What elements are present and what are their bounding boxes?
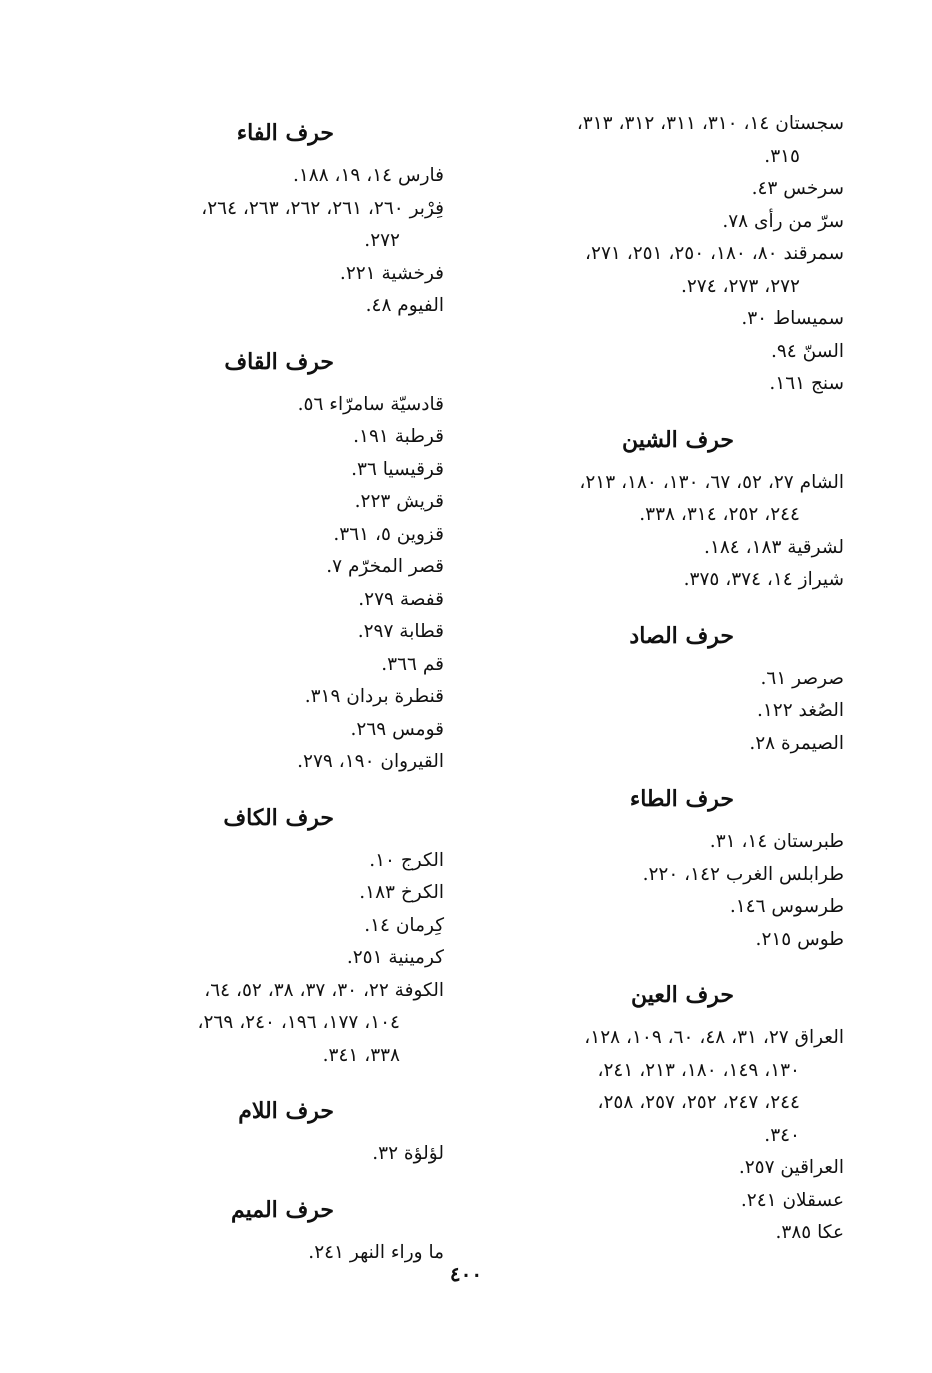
section-gap [84,779,444,795]
index-entry [84,389,444,422]
index-entry [484,891,844,924]
entry-continuation-line: ٣١٥. [764,145,800,167]
section-heading: حرف الميم [230,1196,334,1223]
entry-line: سرّ من رأى ٧٨. [722,210,844,232]
entry-list [484,108,844,401]
entry-line: سجستان ١٤، ٣١٠، ٣١١، ٣١٢، ٣١٣، [576,113,844,134]
entry-line: قفصة ٢٧٩. [358,588,444,610]
section-heading: حرف الطاء [629,786,734,812]
entry-line: عكا ٣٨٥. [775,1222,844,1243]
entry-list [484,663,844,761]
entry-list [84,1138,444,1171]
entry-line: طبرستان ١٤، ٣١. [709,831,844,852]
left-column [84,110,444,1285]
page-number: ٤٠٠ [449,1262,483,1286]
index-entry [484,859,844,892]
index-entry [484,1152,844,1185]
entry-line: الكوفة ٢٢، ٣٠، ٣٧، ٣٨، ٥٢، ٦٤، [204,979,444,1001]
entry-line: طرسوس ١٤٦. [729,896,844,917]
section-gap [84,1072,444,1088]
index-entry [84,942,444,975]
entry-line: طوس ٢١٥. [755,928,844,950]
entry-line: الفيوم ٤٨. [365,295,444,316]
index-entry [84,681,444,714]
entry-line: سمرقند ٨٠، ١٨٠، ٢٥٠، ٢٥١، ٢٧١، [585,243,844,264]
entry-continuation-line: ٢٤٤، ٢٥٢، ٣١٤، ٣٣٨. [639,504,800,525]
entry-line: قريش ٢٢٣. [354,491,444,512]
index-entry [484,564,844,597]
entry-list [484,826,844,956]
index-entry [484,238,844,303]
index-entry [484,1217,844,1250]
entry-line: الكرج ١٠. [369,849,444,871]
index-entry [484,336,844,369]
entry-continuation-line: ١٣٠، ١٤٩، ١٨٠، ٢١٣، ٢٤١، [597,1059,800,1081]
index-entry [484,532,844,565]
index-entry [84,910,444,943]
entry-list [84,160,444,323]
entry-line: صرصر ٦١. [760,667,844,689]
index-entry [484,368,844,401]
index-entry [84,845,444,878]
section-heading: حرف الفاء [236,120,334,146]
entry-list [484,467,844,597]
entry-list [84,389,444,779]
entry-line: سميساط ٣٠. [741,308,844,329]
entry-line: فارس ١٤، ١٩، ١٨٨. [292,165,444,186]
section-gap [84,1171,444,1187]
index-entry [484,1185,844,1218]
entry-continuation-line: ٢٧٢. [364,230,400,251]
index-entry [84,649,444,682]
entry-line: الشام ٢٧، ٥٢، ٦٧، ١٣٠، ١٨٠، ٢١٣، [579,471,844,493]
entry-continuation-line: ٢٤٤، ٢٤٧، ٢٥٢، ٢٥٧، ٢٥٨، [597,1092,800,1113]
right-column [484,108,844,1266]
entry-continuation-line: ٢٧٢، ٢٧٣، ٢٧٤. [680,275,800,297]
index-entry [84,454,444,487]
index-entry [484,173,844,206]
entry-line: قزوين ٥، ٣٦١. [333,523,444,545]
entry-line: قرقيسيا ٣٦. [351,458,444,480]
index-entry [484,663,844,696]
index-entry [84,193,444,258]
entry-line: سنج ١٦١. [769,373,844,394]
index-entry [84,1138,444,1171]
section-gap [484,956,844,972]
index-entry [484,206,844,239]
entry-line: قومس ٢٦٩. [350,718,444,740]
index-entry [484,1022,844,1152]
entry-line: عسقلان ٢٤١. [740,1189,844,1211]
index-entry [84,975,444,1073]
index-entry [84,258,444,291]
entry-line: العراقين ٢٥٧. [738,1157,844,1178]
entry-line: قم ٣٦٦. [381,653,444,675]
index-entry [84,486,444,519]
entry-continuation-line: ١٠٤، ١٧٧، ١٩٦، ٢٤٠، ٢٦٩، [197,1012,400,1033]
entry-continuation-line: ٣٤٠. [764,1124,800,1146]
index-entry [84,746,444,779]
index-entry [84,421,444,454]
entry-line: لشرقية ١٨٣، ١٨٤. [704,536,844,558]
entry-line: قادسيّة سامرّاء ٥٦. [297,393,444,415]
index-entry [484,467,844,532]
entry-line: قنطرة بردان ٣١٩. [304,686,444,707]
section-heading: حرف الكاف [223,804,334,831]
entry-line: الصيمرة ٢٨. [749,732,844,754]
entry-line: ما وراء النهر ٢٤١. [308,1241,444,1263]
section-heading: حرف القاف [224,348,334,375]
entry-line: لؤلؤة ٣٢. [372,1143,444,1164]
index-entry [484,826,844,859]
entry-list [484,1022,844,1250]
entry-continuation-line: ٣٣٨، ٣٤١. [322,1044,400,1066]
index-entry [84,616,444,649]
index-entry [84,160,444,193]
section-heading: حرف الصاد [629,622,734,649]
index-entry [484,695,844,728]
entry-line: قصر المخرّم ٧. [326,556,444,577]
section-gap [484,760,844,776]
entry-line: العراق ٢٧، ٣١، ٤٨، ٦٠، ١٠٩، ١٢٨، [584,1027,844,1048]
entry-line: الصُغد ١٢٢. [756,700,844,721]
entry-line: كرمينية ٢٥١. [346,947,444,968]
section-gap [484,597,844,613]
section-gap [484,401,844,417]
section-heading: حرف اللام [238,1098,334,1124]
section-gap [84,323,444,339]
index-entry [484,924,844,957]
index-entry [484,303,844,336]
entry-line: قرطبة ١٩١. [353,426,444,447]
section-heading: حرف الشين [621,426,734,453]
index-entry [84,551,444,584]
section-heading: حرف العين [630,982,734,1008]
entry-line: شيراز ١٤، ٣٧٤، ٣٧٥. [683,569,844,590]
entry-list [84,845,444,1073]
entry-line: السنّ ٩٤. [770,340,844,362]
index-entry [84,877,444,910]
index-entry [484,728,844,761]
entry-line: سرخس ٤٣. [751,178,844,199]
entry-line: فرخشية ٢٢١. [339,262,444,284]
entry-line: قطابة ٢٩٧. [357,621,444,642]
index-entry [484,108,844,173]
entry-line: فِرْبر ٢٦٠، ٢٦١، ٢٦٢، ٢٦٣، ٢٦٤، [201,197,444,219]
index-entry [84,714,444,747]
index-entry [84,519,444,552]
index-entry [84,290,444,323]
entry-line: الكرخ ١٨٣. [359,882,444,903]
entry-line: طرابلس الغرب ١٤٢، ٢٢٠. [642,863,844,885]
index-entry [84,584,444,617]
entry-line: القيروان ١٩٠، ٢٧٩. [297,751,444,772]
entry-line: كِرمان ١٤. [364,914,444,936]
